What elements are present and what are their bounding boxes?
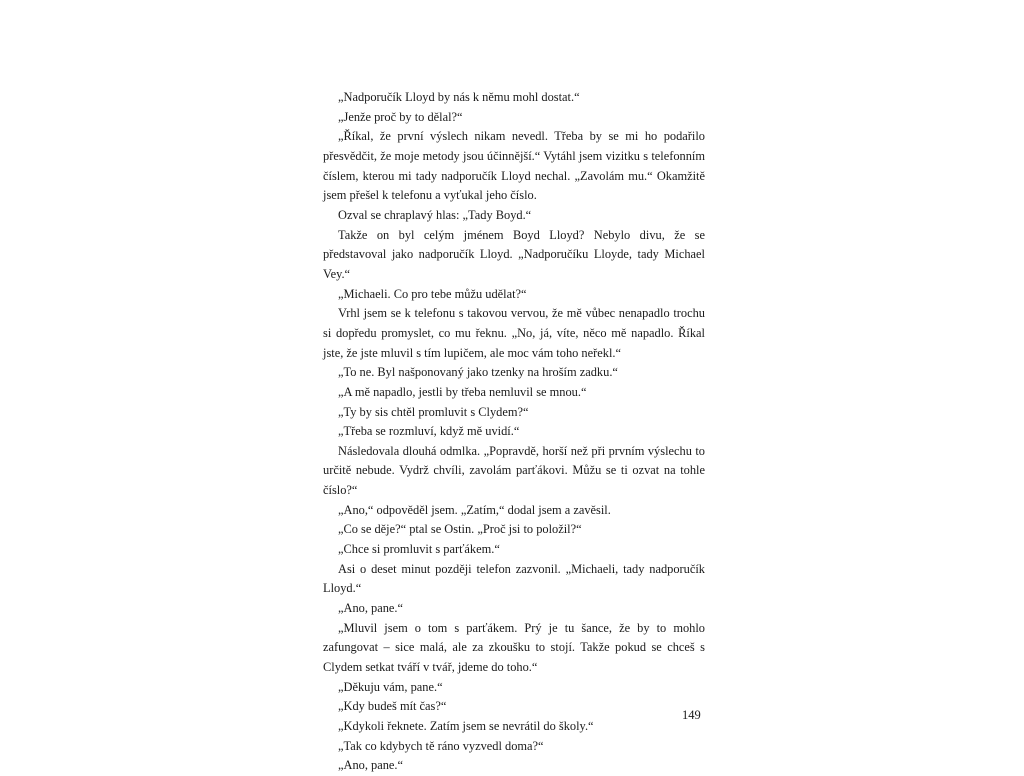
paragraph: „Ano,“ odpověděl jsem. „Zatím,“ dodal jsem a zavěsil. [338, 502, 611, 517]
paragraph: „Mluvil jsem o tom s parťákem. Prý je tu šance, že by to mohlo zafungovat – sice malá, ale za zkoušku to stojí. Takže pokud se chceš s Clydem setkat tváří v tvář, jdeme do toho.“ [323, 620, 705, 675]
paragraph: „Nadporučík Lloyd by nás k němu mohl dostat.“ [338, 90, 580, 104]
paragraph: „Děkuju vám, pane.“ [338, 679, 443, 694]
paragraph: Následovala dlouhá odmlka. „Popravdě, horší než při prvním výslechu to určitě nebude. Vydrž chvíli, zavolám parťákovi. Můžu se ti ozvat na tohle číslo?“ [323, 443, 705, 498]
paragraph: „A mě napadlo, jestli by třeba nemluvil se mnou.“ [338, 384, 587, 399]
paragraph: „Ty by sis chtěl promluvit s Clydem?“ [338, 404, 529, 419]
paragraph: Asi o deset minut později telefon zazvonil. „Michaeli, tady nadporučík Lloyd.“ [323, 561, 705, 596]
paragraph: „Kdykoli řeknete. Zatím jsem se nevrátil do školy.“ [338, 719, 594, 733]
paragraph: „Michaeli. Co pro tebe můžu udělat?“ [338, 286, 527, 301]
paragraph: „Ano, pane.“ [338, 601, 404, 616]
paragraph: „Třeba se rozmluví, když mě uvidí.“ [338, 424, 520, 439]
paragraph: „To ne. Byl našponovaný jako tzenky na hroším zadku.“ [338, 365, 618, 380]
paragraph: „Ano, pane.“ [338, 758, 404, 773]
body-text [323, 88, 705, 776]
paragraph: „Říkal, že první výslech nikam nevedl. Třeba by se mi ho podařilo přesvědčit, že moje metody jsou účinnější.“ Vytáhl jsem vizitku s telefonním číslem, kterou mi tady nadporučík Lloyd nechal. „Zavolám mu.“ Okamžitě jsem přešel k telefonu a vyťukal jeho číslo. [323, 129, 705, 203]
paragraph: „Tak co kdybych tě ráno vyzvedl doma?“ [338, 738, 544, 753]
paragraph: „Kdy budeš mít čas?“ [338, 699, 447, 714]
paragraph: „Chce si promluvit s parťákem.“ [338, 542, 500, 557]
page-number: 149 [682, 708, 701, 722]
paragraph: Takže on byl celým jménem Boyd Lloyd? Nebylo divu, že se představoval jako nadporučík Lloyd. „Nadporučíku Lloyde, tady Michael Vey.“ [323, 227, 705, 281]
paragraph: Ozval se chraplavý hlas: „Tady Boyd.“ [338, 207, 532, 222]
paragraph: „Jenže proč by to dělal?“ [338, 109, 463, 124]
paragraph: „Co se děje?“ ptal se Ostin. „Proč jsi to položil?“ [338, 522, 582, 537]
paragraph: Vrhl jsem se k telefonu s takovou vervou, že mě vůbec nenapadlo trochu si dopředu promyslet, co mu řeknu. „No, já, víte, něco mě napadlo. Říkal jste, že jste mluvil s tím lupičem, ale moc vám toho neřekl.“ [323, 306, 705, 360]
